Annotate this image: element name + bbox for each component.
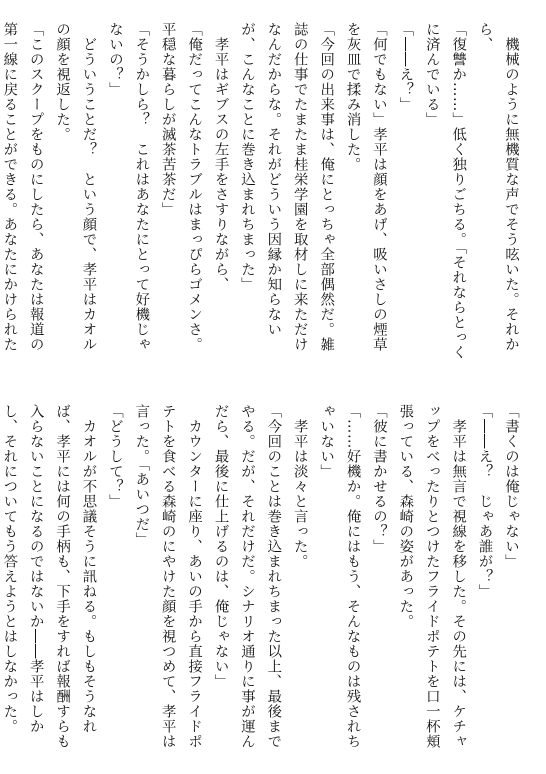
upper-text-column bbox=[1, 22, 524, 364]
text-paragraph: 「どうして？」 bbox=[106, 404, 123, 509]
text-paragraph: 「書くのは俺じゃない」 bbox=[503, 404, 519, 569]
text-paragraph: 「俺だってこんなトラブルはまっぴらゴメンさ。平穏な暮らしが滅茶苦茶だ」 bbox=[159, 22, 203, 352]
text-paragraph: 「復讐か……」低く独りごちる。「それならとっくに済んでいる」 bbox=[423, 22, 467, 360]
text-paragraph: 孝平は無言で視線を移した。その先には、ケチャップをべったりとつけたフライドポテトを口一杯頬張っている、森崎の姿があった。 bbox=[397, 404, 467, 749]
text-paragraph: 孝平は淡々と言った。 bbox=[291, 404, 308, 569]
text-paragraph: 「――え？ じゃあ誰が？」 bbox=[476, 404, 493, 599]
text-paragraph: 「……好機か。俺にはもう、そんなものは残されちゃいない」 bbox=[318, 404, 361, 749]
text-paragraph: 「――え？」 bbox=[397, 22, 414, 112]
text-paragraph: カオルが不思議そうに訊ねる。もしもそうなれば、孝平には何の手柄も、下手をすれば報酬すらも入らないことになるのではないか――孝平はしかし、それについてもう答えようとはしなかった。 bbox=[1, 404, 97, 749]
lower-text-column bbox=[1, 404, 524, 756]
text-paragraph: 「何でもない」孝平は顔をあげ、吸いさしの煙草を灰皿で揉み消した。 bbox=[344, 22, 387, 352]
text-paragraph: カウンターに座り、あいの手から直接フライドポテトを食べる森崎のにやけた顔を視つめて、孝平は言った。「あいつだ」 bbox=[133, 404, 203, 749]
text-paragraph: 孝平はギブスの左手をさすりながら、 bbox=[212, 22, 229, 292]
text-paragraph: 「今回の出来事は、俺にとっちゃ全部偶然だ。雑誌の仕事でたまたま桂栄学園を取材しに来ただけなんだからな。それがどういう因縁か知らないが、こんなことに巻き込まれちまった」 bbox=[238, 22, 335, 352]
text-paragraph: どういうことだ？ という顔で、孝平はカオルの顔を視返した。 bbox=[54, 22, 97, 352]
text-paragraph: 「今回のことは巻き込まれちまった以上、最後までやる。だが、それだけだ。シナリオ通りに事が運んだら、最後に仕上げるのは、俺じゃない」 bbox=[212, 404, 282, 749]
text-paragraph: 「このスクープをものにしたら、あなたは報道の第一線に戻ることができる。あなたにかけられた bbox=[1, 22, 44, 352]
text-paragraph: 「そうかしら？ これはあなたにとって好機じゃないの？」 bbox=[106, 22, 150, 352]
text-paragraph: 機械のように無機質な声でそう呟いた。それから、 bbox=[476, 22, 519, 352]
text-paragraph: 「彼に書かせるの？」 bbox=[370, 404, 387, 554]
